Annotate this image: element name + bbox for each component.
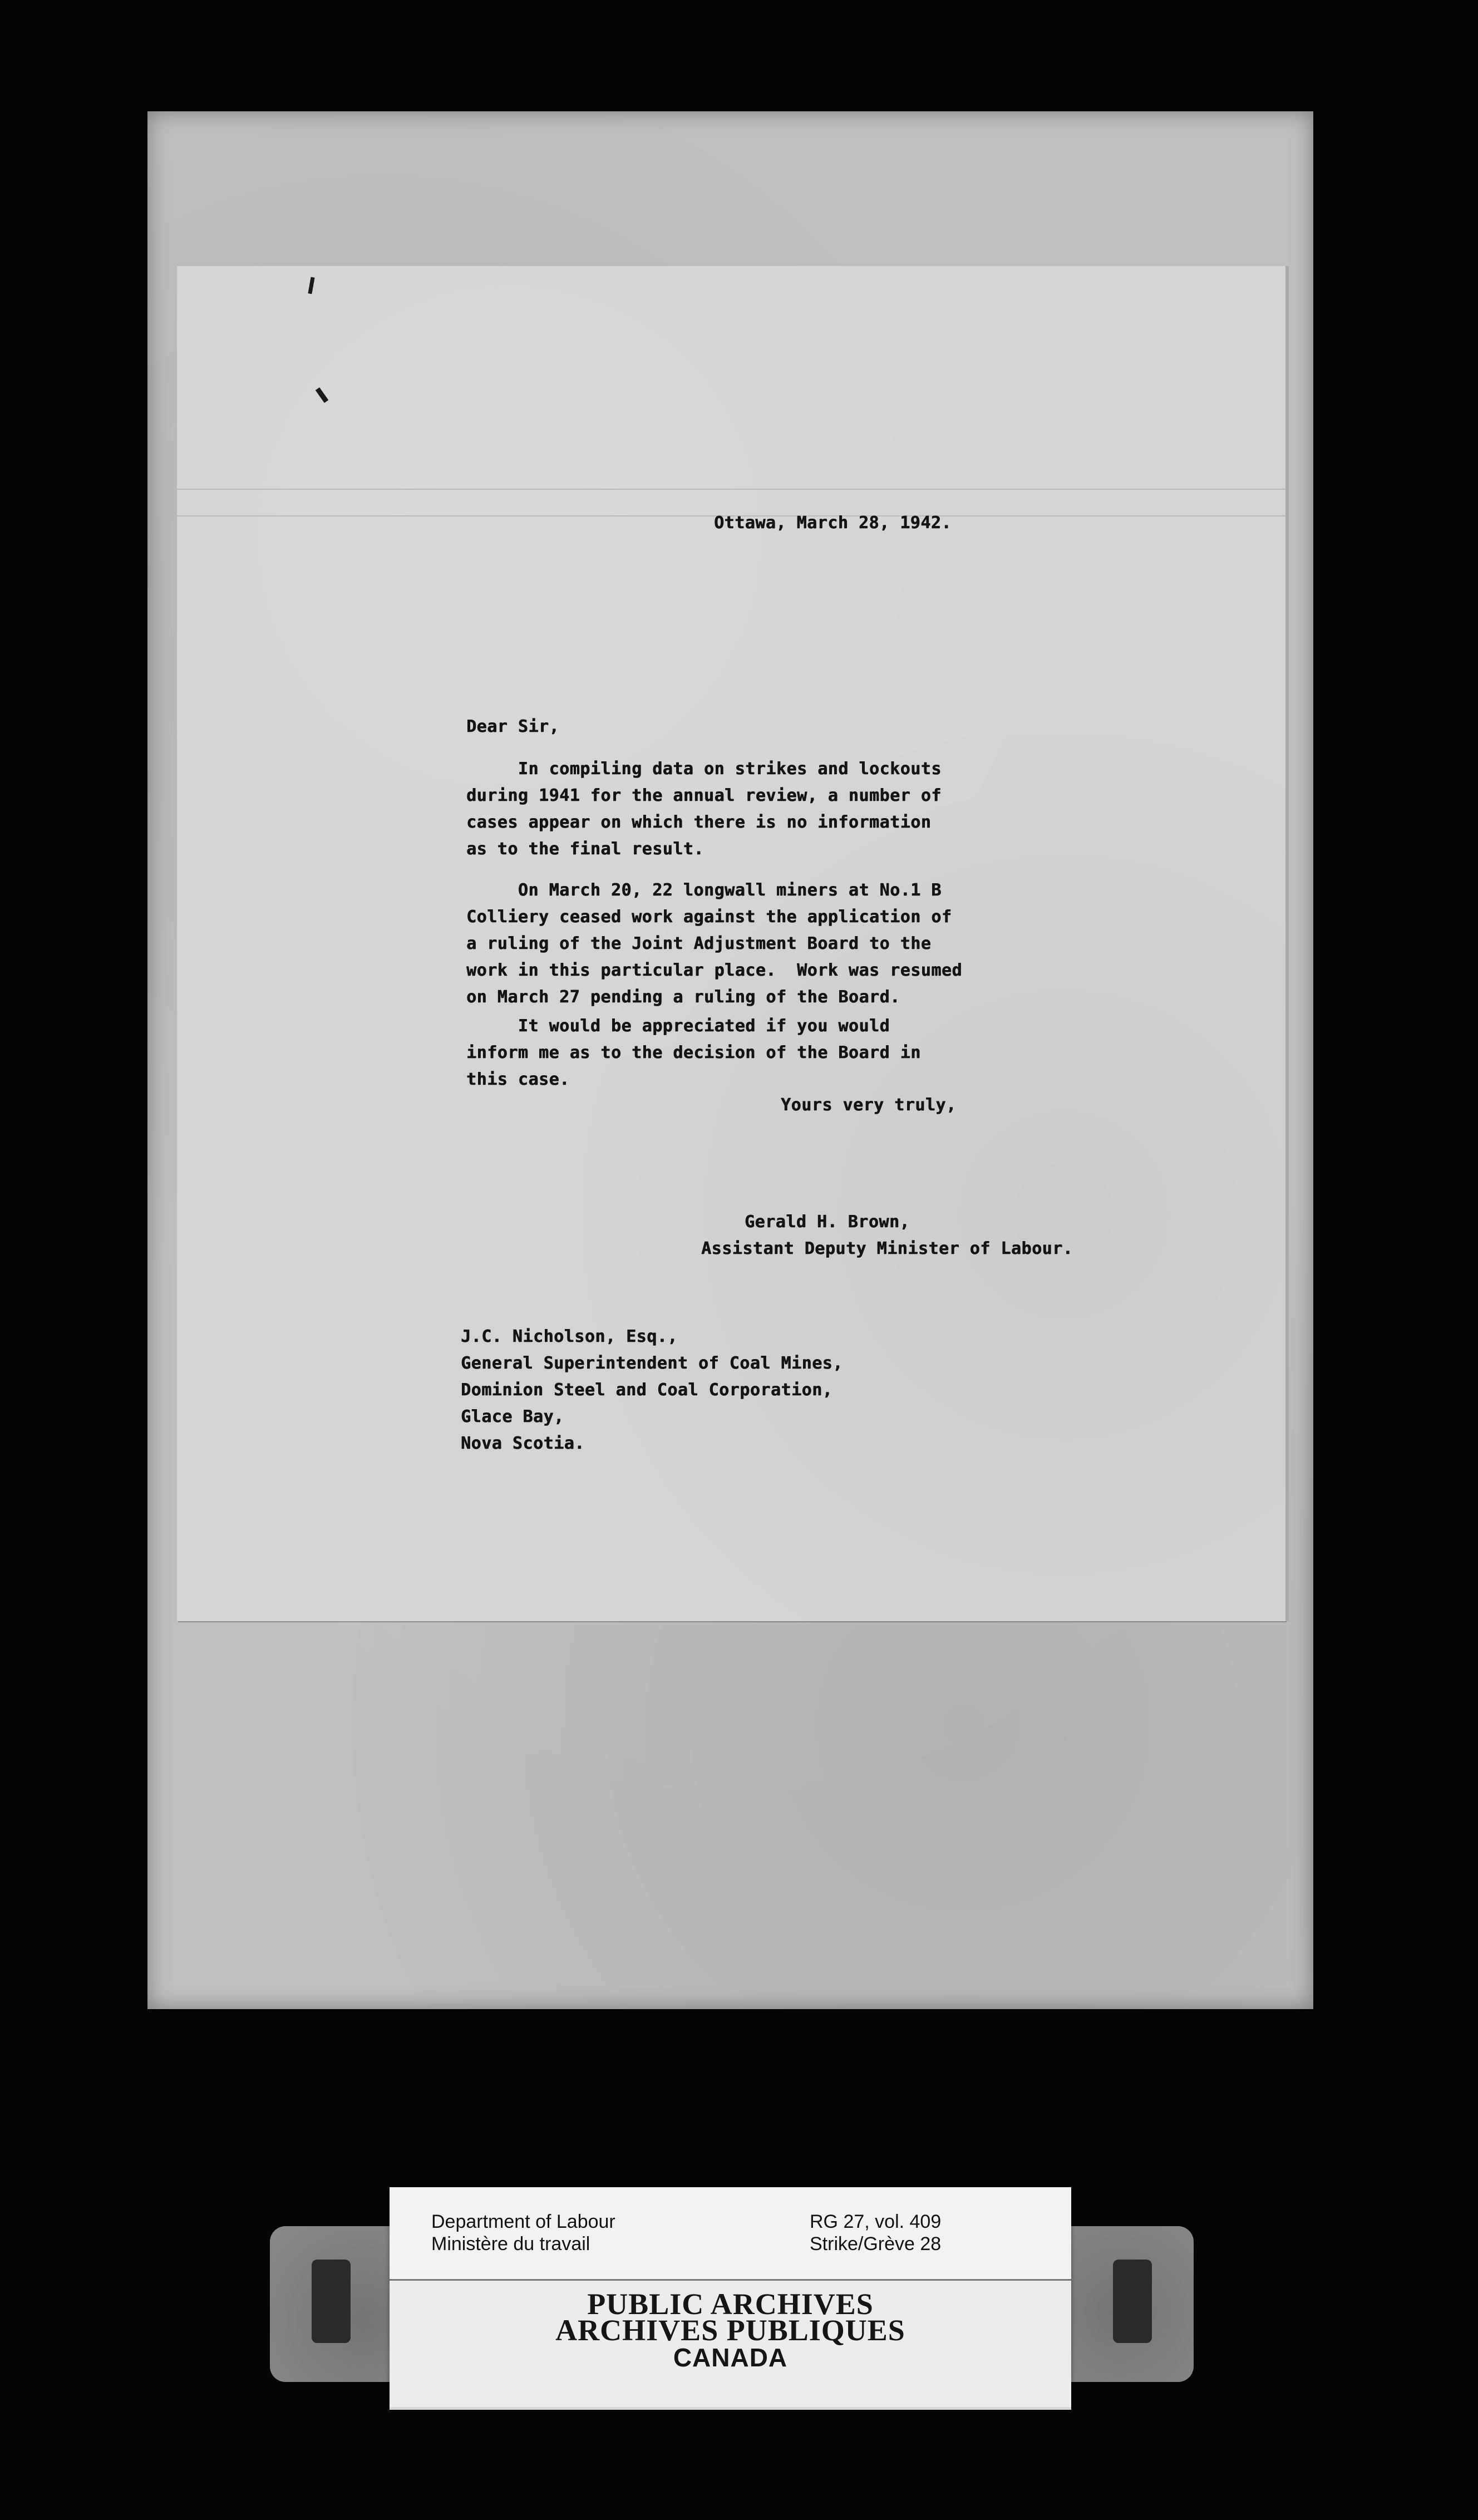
letter-line: on March 27 pending a ruling of the Board.	[466, 987, 900, 1007]
addressee-line: Glace Bay,	[461, 1407, 564, 1426]
letter-line: during 1941 for the annual review, a number of	[466, 786, 942, 805]
fold-line	[177, 489, 1285, 490]
department-en: Department of Labour	[431, 2211, 615, 2232]
letter-paragraph-1	[466, 756, 942, 863]
letter-line: this case.	[466, 1070, 570, 1089]
department-fr: Ministère du travail	[431, 2233, 590, 2255]
archive-label-header	[390, 2187, 1071, 2281]
ink-mark	[316, 387, 328, 403]
label-holder-slot	[312, 2260, 351, 2343]
letter-line: On March 20, 22 longwall miners at No.1 B	[466, 880, 942, 900]
addressee-line: General Superintendent of Coal Mines,	[461, 1353, 843, 1373]
letter-line: It would be appreciated if you would	[466, 1016, 890, 1036]
letter-paragraph-2	[466, 877, 962, 1011]
letter-page	[177, 266, 1285, 1621]
addressee-block	[461, 1323, 843, 1457]
archive-stamp-line: PUBLIC ARCHIVES	[587, 2287, 874, 2321]
addressee-line: Dominion Steel and Coal Corporation,	[461, 1380, 833, 1400]
letter-line: Colliery ceased work against the application of	[466, 907, 952, 927]
page-edge	[1285, 266, 1289, 1621]
letter-line: cases appear on which there is no information	[466, 813, 932, 832]
archive-label	[390, 2187, 1071, 2410]
archive-stamp-line: CANADA	[673, 2343, 788, 2372]
letter-paragraph-3	[466, 1013, 921, 1093]
letter-line: a ruling of the Joint Adjustment Board to the	[466, 934, 932, 953]
letter-closing: Yours very truly,	[781, 1095, 957, 1115]
letter-line: as to the final result.	[466, 839, 704, 859]
addressee-line: J.C. Nicholson, Esq.,	[461, 1327, 678, 1346]
letter-date: Ottawa, March 28, 1942.	[714, 513, 952, 533]
label-edge	[390, 2407, 1071, 2410]
archive-reference: RG 27, vol. 409	[810, 2211, 942, 2232]
signer-title: Assistant Deputy Minister of Labour.	[701, 1239, 1073, 1258]
letter-salutation: Dear Sir,	[466, 717, 560, 736]
archive-stamp-line: ARCHIVES PUBLIQUES	[555, 2314, 905, 2347]
addressee-line: Nova Scotia.	[461, 1434, 585, 1453]
letter-line: work in this particular place. Work was resumed	[466, 961, 962, 980]
ink-mark	[308, 277, 314, 294]
letter-line: inform me as to the decision of the Board in	[466, 1043, 921, 1062]
archive-file: Strike/Grève 28	[810, 2233, 942, 2255]
signer-name: Gerald H. Brown,	[745, 1212, 910, 1232]
label-holder-slot	[1113, 2260, 1152, 2343]
letter-line: In compiling data on strikes and lockouts	[466, 759, 942, 779]
